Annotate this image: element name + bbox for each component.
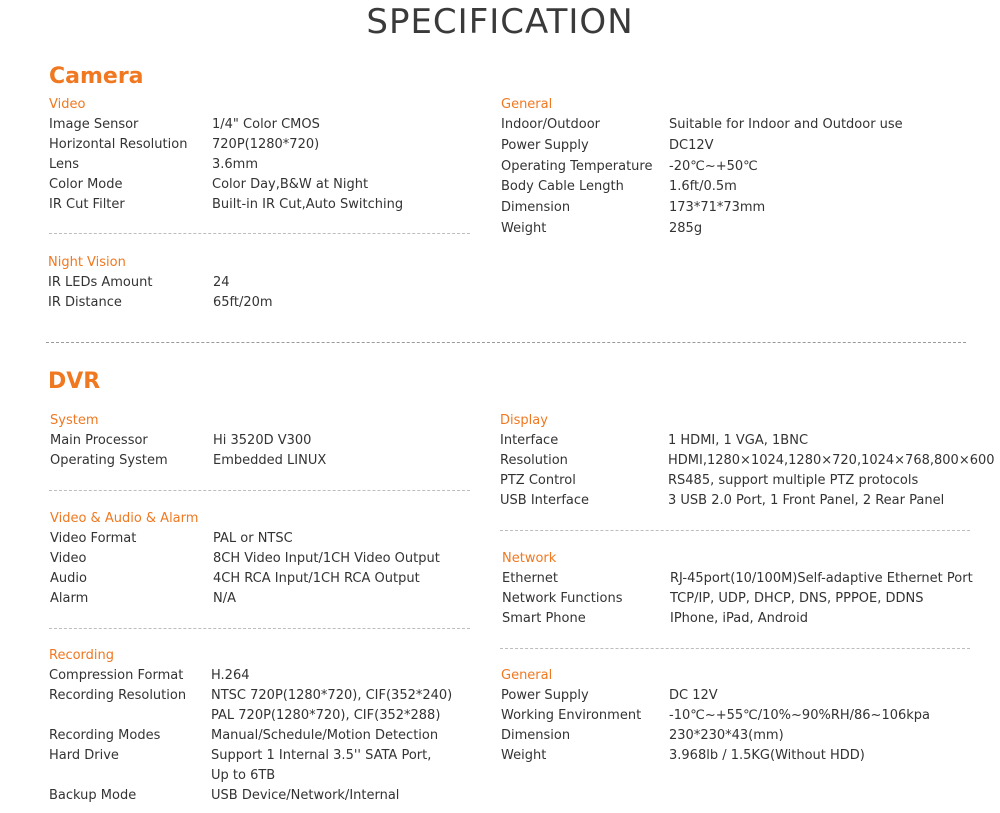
camera-night-vision-group: [48, 253, 478, 313]
dvr-heading: DVR: [48, 369, 101, 394]
spec-row: [501, 177, 971, 198]
spec-value: 4CH RCA Input/1CH RCA Output: [213, 571, 420, 586]
spec-label: Resolution: [500, 453, 568, 468]
spec-value: PAL 720P(1280*720), CIF(352*288): [211, 708, 441, 723]
spec-value: Suitable for Indoor and Outdoor use: [669, 117, 903, 132]
spec-row: [49, 686, 479, 706]
spec-label: Interface: [500, 433, 559, 448]
spec-row: [50, 529, 480, 549]
spec-row: [502, 569, 982, 589]
spec-value: HDMI,1280×1024,1280×720,1024×768,800×600: [668, 453, 995, 468]
spec-value: Embedded LINUX: [213, 453, 327, 468]
spec-value: 720P(1280*720): [212, 137, 320, 152]
spec-value: DC12V: [669, 137, 714, 153]
divider: [500, 648, 970, 649]
spec-row: [501, 746, 981, 766]
spec-label: USB Interface: [500, 493, 590, 508]
spec-value: Manual/Schedule/Motion Detection: [211, 728, 439, 743]
spec-row: [49, 115, 479, 135]
group-title: Video: [49, 97, 86, 112]
spec-label: IR Distance: [48, 295, 122, 310]
spec-label: Recording Resolution: [49, 688, 187, 703]
spec-value: 8CH Video Input/1CH Video Output: [213, 551, 440, 566]
spec-row: [501, 686, 981, 706]
spec-label: Video Format: [50, 531, 137, 546]
spec-row: [50, 569, 480, 589]
spec-row: [501, 115, 971, 136]
camera-general-group: [501, 95, 971, 240]
group-title: Display: [500, 413, 548, 428]
spec-value: NTSC 720P(1280*720), CIF(352*240): [211, 688, 453, 703]
spec-row: [500, 431, 980, 451]
spec-row: [49, 135, 479, 155]
spec-label: Horizontal Resolution: [49, 137, 188, 152]
spec-value: Built-in IR Cut,Auto Switching: [212, 197, 404, 212]
spec-value: 3.6mm: [212, 157, 259, 172]
spec-label: Operating System: [50, 453, 168, 468]
spec-value: DC 12V: [669, 688, 718, 703]
spec-label: Power Supply: [501, 688, 589, 703]
spec-row: [501, 157, 971, 178]
spec-value: 173*71*73mm: [669, 200, 766, 216]
spec-row: [501, 219, 971, 240]
spec-row: [500, 491, 980, 511]
spec-row: [502, 589, 982, 609]
spec-value: USB Device/Network/Internal: [211, 788, 400, 803]
divider: [49, 233, 470, 234]
spec-label: Dimension: [501, 728, 571, 743]
spec-label: Ethernet: [502, 571, 558, 586]
spec-value: 1.6ft/0.5m: [669, 179, 737, 195]
group-title: Video & Audio & Alarm: [50, 511, 199, 526]
spec-label: Backup Mode: [49, 788, 137, 803]
spec-value: N/A: [213, 591, 236, 606]
divider: [49, 628, 470, 629]
spec-label: Working Environment: [501, 708, 642, 723]
spec-row: [501, 706, 981, 726]
spec-row: [49, 786, 479, 806]
dvr-video-audio-alarm-group: [50, 509, 480, 609]
camera-video-group: [49, 95, 479, 215]
group-title: Network: [502, 551, 557, 566]
camera-heading: Camera: [49, 64, 144, 89]
section-divider: [46, 342, 966, 343]
dvr-recording-group: [49, 646, 479, 806]
spec-row: [501, 136, 971, 157]
spec-value: -10℃~+55℃/10%~90%RH/86~106kpa: [669, 708, 931, 723]
spec-label: Color Mode: [49, 177, 123, 192]
spec-value: 24: [213, 275, 230, 290]
spec-label: Indoor/Outdoor: [501, 117, 601, 132]
dvr-display-group: [500, 411, 995, 511]
spec-value: IPhone, iPad, Android: [670, 611, 808, 626]
dvr-network-group: [502, 549, 982, 629]
spec-value: RJ-45port(10/100M)Self-adaptive Ethernet Port: [670, 571, 973, 586]
spec-value: 1 HDMI, 1 VGA, 1BNC: [668, 433, 809, 448]
spec-label: IR LEDs Amount: [48, 275, 153, 290]
spec-row: [49, 155, 479, 175]
spec-label: Lens: [49, 157, 80, 172]
spec-label: Recording Modes: [49, 728, 161, 743]
spec-row: [49, 746, 479, 766]
spec-value: 1/4" Color CMOS: [212, 117, 320, 132]
spec-label: Alarm: [50, 591, 89, 606]
spec-label: Video: [50, 551, 87, 566]
spec-label: Power Supply: [501, 137, 589, 153]
spec-value: Support 1 Internal 3.5'' SATA Port,: [211, 748, 432, 763]
spec-value: -20℃~+50℃: [669, 158, 758, 174]
spec-row: [500, 451, 995, 471]
spec-row: [50, 549, 480, 569]
group-title: Night Vision: [48, 255, 126, 270]
spec-value: Up to 6TB: [211, 768, 276, 783]
spec-label: Hard Drive: [49, 748, 119, 763]
spec-row: [48, 293, 478, 313]
group-title: Recording: [49, 648, 115, 663]
spec-row: [50, 589, 480, 609]
spec-row: [501, 198, 971, 219]
group-title: General: [501, 97, 553, 112]
spec-value: Color Day,B&W at Night: [212, 177, 369, 192]
divider: [49, 490, 470, 491]
spec-label: Body Cable Length: [501, 179, 624, 195]
spec-label: Weight: [501, 220, 547, 236]
spec-row: [50, 451, 480, 471]
spec-label: Dimension: [501, 200, 571, 216]
group-title: System: [50, 413, 99, 428]
divider: [500, 530, 970, 531]
spec-value: 3.968lb / 1.5KG(Without HDD): [669, 748, 865, 763]
spec-value: PAL or NTSC: [213, 531, 293, 546]
spec-label: Compression Format: [49, 668, 184, 683]
dvr-general-group: [501, 666, 981, 766]
group-title: General: [501, 668, 553, 683]
spec-row: [502, 609, 982, 629]
spec-label: Main Processor: [50, 433, 148, 448]
spec-label: Image Sensor: [49, 117, 139, 132]
spec-row: [501, 726, 981, 746]
spec-value: Hi 3520D V300: [213, 433, 312, 448]
spec-label: Smart Phone: [502, 611, 586, 626]
dvr-system-group: [50, 411, 480, 471]
spec-value: 3 USB 2.0 Port, 1 Front Panel, 2 Rear Panel: [668, 493, 945, 508]
spec-value: TCP/IP, UDP, DHCP, DNS, PPPOE, DDNS: [670, 591, 924, 606]
spec-value: H.264: [211, 668, 250, 683]
page-title: SPECIFICATION: [366, 2, 634, 42]
spec-value: 285g: [669, 220, 703, 236]
spec-row: [500, 471, 980, 491]
spec-row: [50, 431, 480, 451]
spec-value: 230*230*43(mm): [669, 728, 784, 743]
spec-value: RS485, support multiple PTZ protocols: [668, 473, 919, 488]
spec-row: [49, 726, 479, 746]
spec-row: [49, 175, 479, 195]
spec-value: 65ft/20m: [213, 295, 273, 310]
spec-label: IR Cut Filter: [49, 197, 125, 212]
spec-row: [49, 195, 479, 215]
spec-row: [49, 706, 479, 726]
spec-row: [49, 766, 479, 786]
spec-label: Operating Temperature: [501, 158, 653, 174]
spec-row: [48, 273, 478, 293]
spec-label: Audio: [50, 571, 87, 586]
spec-row: [49, 666, 479, 686]
spec-label: Weight: [501, 748, 547, 763]
spec-label: Network Functions: [502, 591, 623, 606]
spec-label: PTZ Control: [500, 473, 576, 488]
